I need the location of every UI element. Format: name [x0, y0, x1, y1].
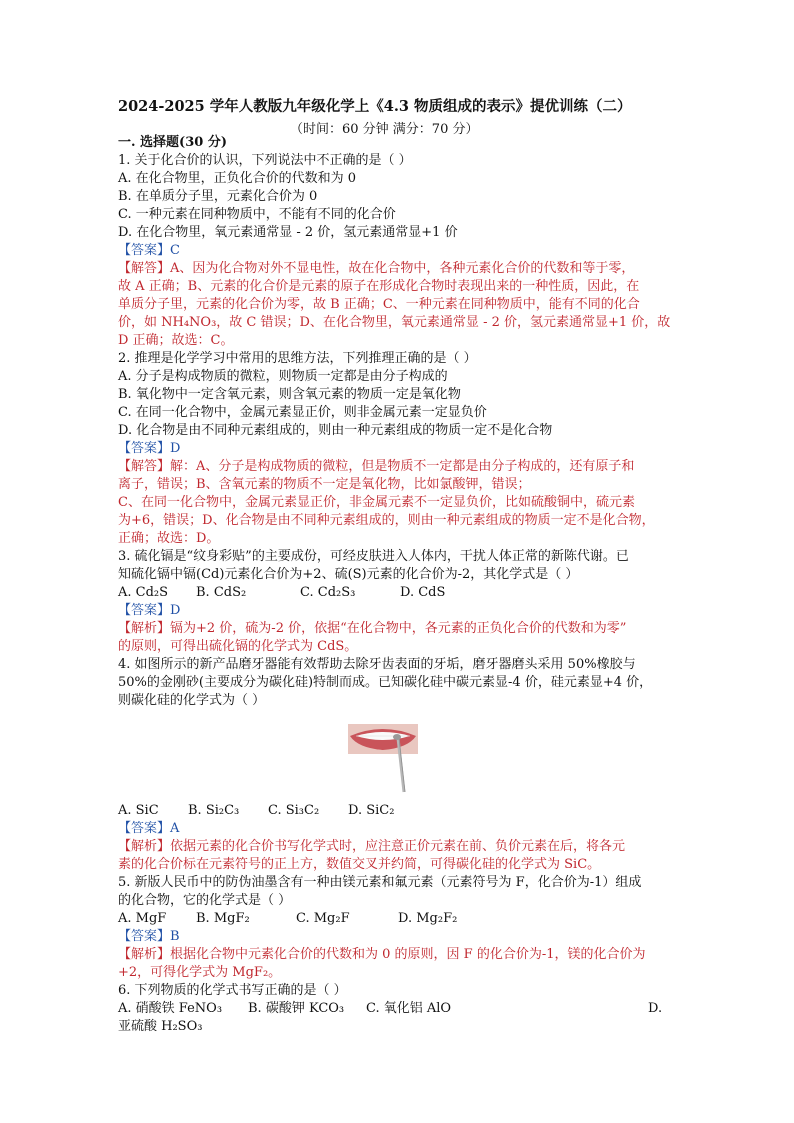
question-1-option-d: D. 在化合物里，氧元素通常显 - 2 价，氢元素通常显+1 价 — [118, 225, 458, 240]
question-2-option-a: A. 分子是构成物质的微粒，则物质一定都是由分子构成的 — [118, 369, 448, 384]
question-6-option-b: B. 碳酸钾 KCO₃ — [248, 1001, 345, 1016]
question-1-explanation-2: 故 A 正确；B、元素的化合价是元素的原子在形成化合物时表现出来的一种性质，因此，在 — [118, 279, 640, 294]
tooth-polisher-illustration — [348, 724, 418, 794]
question-4-explanation-1: 【解析】依据元素的化合价书写化学式时，应注意正价元素在前、负价元素在后，将各元 — [118, 839, 626, 854]
question-5-explanation-2: +2，可得化学式为 MgF₂。 — [118, 965, 282, 980]
question-4-option-b: B. Si₂C₃ — [188, 803, 240, 818]
question-5-option-d: D. Mg₂F₂ — [398, 911, 458, 926]
question-3-option-d: D. CdS — [400, 585, 446, 600]
content-body — [118, 134, 678, 1036]
question-2-explanation-4: 为+6，错误；D、化合物是由不同种元素组成的，则由一种元素组成的物质一定不是化合物， — [118, 513, 655, 528]
section-heading: 一. 选择题(30 分) — [118, 135, 227, 150]
question-4-options — [118, 802, 678, 820]
question-4-stem-1: 4. 如图所示的新产品磨牙器能有效帮助去除牙齿表面的牙垢，磨牙器磨头采用 50%橡胶与 — [118, 657, 636, 672]
question-4-stem-2: 50%的金刚砂(主要成分为碳化硅)特制而成。已知碳化硅中碳元素显-4 价，硅元素显+4 价， — [118, 675, 653, 690]
question-2-option-b: B. 氧化物中一定含氧元素，则含氧元素的物质一定是氧化物 — [118, 387, 461, 402]
question-4-option-a: A. SiC — [118, 803, 159, 818]
tooth-polisher-image — [348, 724, 418, 794]
question-2-explanation-1: 【解答】解：A、分子是构成物质的微粒，但是物质不一定都是由分子构成的，还有原子和 — [118, 459, 635, 474]
question-4-answer: 【答案】A — [118, 821, 180, 836]
question-4-explanation-2: 素的化合价标在元素符号的正上方，数值交叉并约简，可得碳化硅的化学式为 SiC。 — [118, 857, 601, 872]
question-6-options — [118, 1000, 678, 1018]
question-1-stem: 1. 关于化合价的认识，下列说法中不正确的是（ ） — [118, 153, 412, 168]
question-1-option-c: C. 一种元素在同种物质中，不能有不同的化合价 — [118, 207, 396, 222]
question-1-option-b: B. 在单质分子里，元素化合价为 0 — [118, 189, 318, 204]
question-2-explanation-5: 正确；故选：D。 — [118, 531, 220, 546]
question-2-explanation-3: C、在同一化合物中，金属元素显正价，非金属元素不一定显负价，比如硫酸铜中，硫元素 — [118, 495, 635, 510]
question-3-option-c: C. Cd₂S₃ — [300, 585, 356, 600]
question-3-option-b: B. CdS₂ — [196, 585, 247, 600]
question-1-explanation-3: 单质分子里，元素的化合价为零，故 B 正确；C、一种元素在同种物质中，能有不同的化合 — [118, 297, 640, 312]
question-1-explanation-4: 价，如 NH₄NO₃，故 C 错误；D、在化合物里，氧元素通常显 - 2 价，氢元素通常显+1 价，故 — [118, 315, 671, 330]
question-1-explanation-1: 【解答】A、因为化合物对外不显电性，故在化合物中，各种元素化合价的代数和等于零， — [118, 261, 635, 276]
question-5-option-a: A. MgF — [118, 911, 167, 926]
question-5-option-b: B. MgF₂ — [196, 911, 250, 926]
question-2-stem: 2. 推理是化学学习中常用的思维方法，下列推理正确的是（ ） — [118, 351, 477, 366]
page-subtitle: （时间：60 分钟 满分：70 分） — [290, 122, 479, 137]
question-3-option-a: A. Cd₂S — [118, 585, 169, 600]
question-1-option-a: A. 在化合物里，正负化合价的代数和为 0 — [118, 171, 357, 186]
question-2-option-d: D. 化合物是由不同种元素组成的，则由一种元素组成的物质一定不是化合物 — [118, 423, 553, 438]
question-5-stem-2: 的化合物，它的化学式是（ ） — [118, 893, 292, 908]
question-5-stem-1: 5. 新版人民币中的防伪油墨含有一种由镁元素和氟元素（元素符号为 F，化合价为-1）组成 — [118, 875, 642, 890]
question-6-option-c: C. 氧化铝 AlO — [366, 1001, 452, 1016]
question-6-option-d-text: 亚硫酸 H₂SO₃ — [118, 1019, 203, 1034]
question-5-explanation-1: 【解析】根据化合物中元素化合价的代数和为 0 的原则，因 F 的化合价为-1，镁的化合价为 — [118, 947, 646, 962]
question-4-option-d: D. SiC₂ — [348, 803, 395, 818]
question-1-answer: 【答案】C — [118, 243, 180, 258]
question-1-explanation-5: D 正确；故选：C。 — [118, 333, 234, 348]
question-3-stem-2: 知硫化镉中镉(Cd)元素化合价为+2、硫(S)元素的化合价为-2，其化学式是（ ） — [118, 567, 579, 582]
question-3-explanation-1: 【解析】镉为+2 价，硫为-2 价，依据“在化合物中，各元素的正负化合价的代数和为零” — [118, 621, 627, 636]
question-3-stem-1: 3. 硫化镉是“纹身彩贴”的主要成份，可经皮肤进入人体内，干扰人体正常的新陈代谢。已 — [118, 549, 629, 564]
question-5-answer: 【答案】B — [118, 929, 180, 944]
question-5-option-c: C. Mg₂F — [296, 911, 350, 926]
question-5-options — [118, 910, 678, 928]
question-4-stem-3: 则碳化硅的化学式为（ ） — [118, 693, 266, 708]
question-3-explanation-2: 的原则，可得出硫化镉的化学式为 CdS。 — [118, 639, 358, 654]
question-6-stem: 6. 下列物质的化学式书写正确的是（ ） — [118, 983, 347, 998]
question-3-answer: 【答案】D — [118, 603, 181, 618]
question-6-option-d: D. — [648, 1001, 663, 1016]
question-3-options — [118, 584, 678, 602]
question-4-option-c: C. Si₃C₂ — [268, 803, 320, 818]
question-6-option-a: A. 硝酸铁 FeNO₃ — [118, 1001, 223, 1016]
question-2-option-c: C. 在同一化合物中，金属元素显正价，则非金属元素一定显负价 — [118, 405, 487, 420]
question-2-explanation-2: 离子，错误；B、含氧元素的物质不一定是氧化物，比如氯酸钾，错误； — [118, 477, 531, 492]
page-title: 2024-2025 学年人教版九年级化学上《4.3 物质组成的表示》提优训练（二） — [118, 98, 632, 115]
question-2-answer: 【答案】D — [118, 441, 181, 456]
